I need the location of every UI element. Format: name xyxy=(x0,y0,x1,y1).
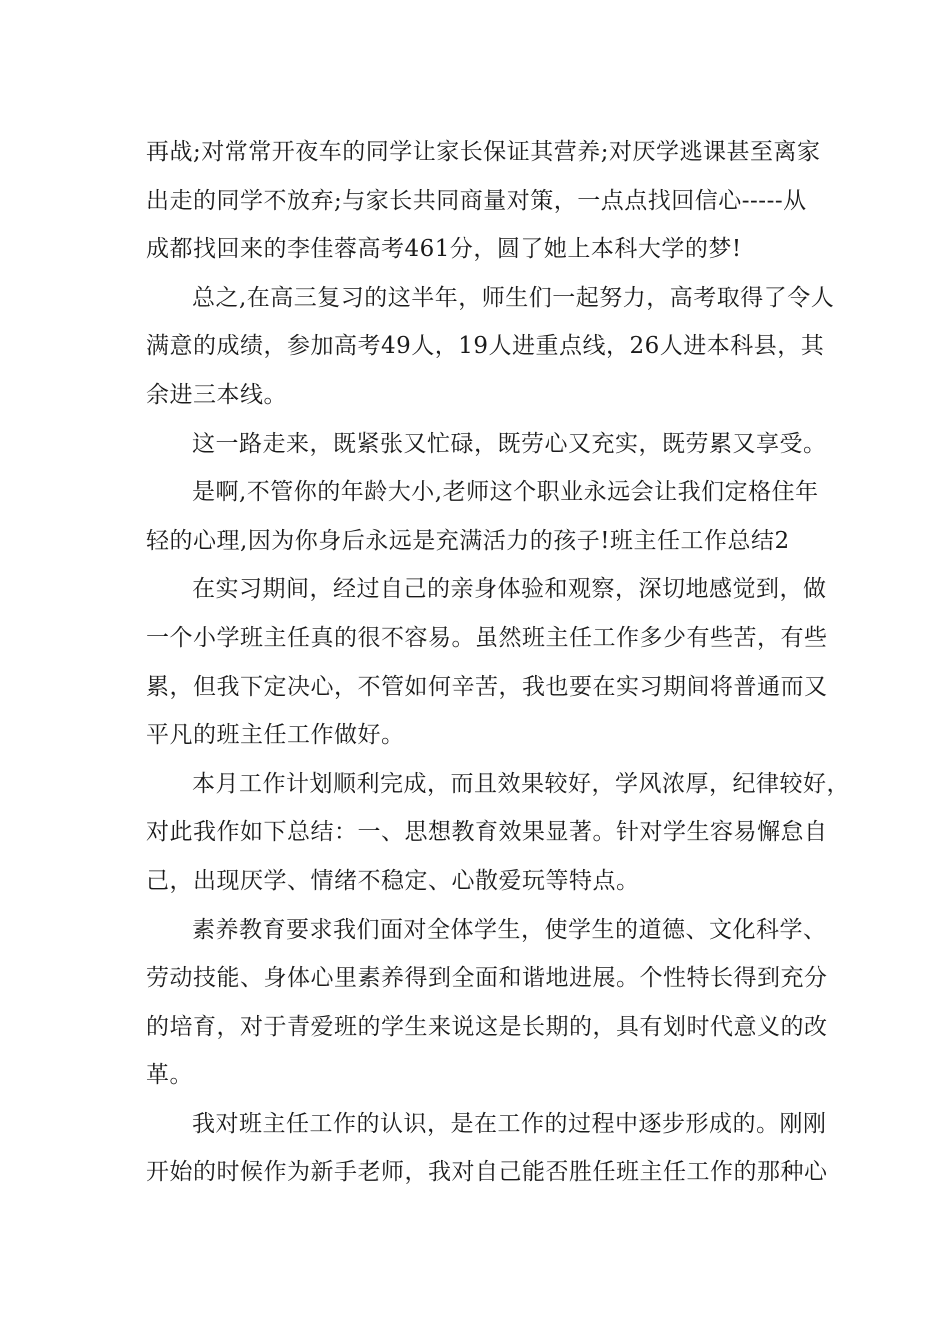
paragraph-first-line: 在实习期间，经过自己的亲身体验和观察，深切地感觉到，做 xyxy=(192,576,827,603)
text-line: 一个小学班主任真的很不容易。虽然班主任工作多少有些苦，有些 xyxy=(146,624,828,651)
text-line: 余进三本线。 xyxy=(146,381,287,408)
text-line: 对此我作如下总结：一、思想教育效果显著。针对学生容易懈怠自 xyxy=(146,819,828,846)
text-line: 成都找回来的李佳蓉高考461分，圆了她上本科大学的梦! xyxy=(146,236,742,263)
text-line: 革。 xyxy=(146,1062,193,1089)
paragraph-first-line: 素养教育要求我们面对全体学生，使学生的道德、文化科学、 xyxy=(192,916,827,943)
paragraph-first-line: 我对班主任工作的认识，是在工作的过程中逐步形成的。刚刚 xyxy=(192,1110,827,1137)
text-line: 轻的心理,因为你身后永远是充满活力的孩子!班主任工作总结2 xyxy=(146,527,790,554)
text-line: 的培育，对于青爱班的学生来说这是长期的，具有划时代意义的改 xyxy=(146,1013,828,1040)
text-line: 开始的时候作为新手老师，我对自己能否胜任班主任工作的那种心 xyxy=(146,1159,828,1186)
text-line: 累，但我下定决心，不管如何辛苦，我也要在实习期间将普通而又 xyxy=(146,673,828,700)
paragraph-first-line: 这一路走来，既紧张又忙碌，既劳心又充实，既劳累又享受。 xyxy=(192,430,827,457)
paragraph-first-line: 本月工作计划顺利完成，而且效果较好，学风浓厚，纪律较好， xyxy=(192,770,850,797)
text-line: 平凡的班主任工作做好。 xyxy=(146,722,405,749)
text-line: 劳动技能、身体心里素养得到全面和谐地进展。个性特长得到充分 xyxy=(146,965,828,992)
text-line: 再战;对常常开夜车的同学让家长保证其营养;对厌学逃课甚至离家 xyxy=(146,139,821,165)
paragraph-first-line: 总之,在高三复习的这半年，师生们一起努力，高考取得了令人 xyxy=(192,284,835,311)
text-line: 己，出现厌学、情绪不稳定、心散爱玩等特点。 xyxy=(146,867,640,894)
document-body xyxy=(146,128,850,1197)
text-line: 出走的同学不放弃;与家长共同商量对策，一点点找回信心-----从 xyxy=(146,187,807,214)
text-line: 满意的成绩，参加高考49人，19人进重点线，26人进本科县，其 xyxy=(146,333,825,360)
paragraph-first-line: 是啊,不管你的年龄大小,老师这个职业永远会让我们定格住年 xyxy=(192,479,819,506)
